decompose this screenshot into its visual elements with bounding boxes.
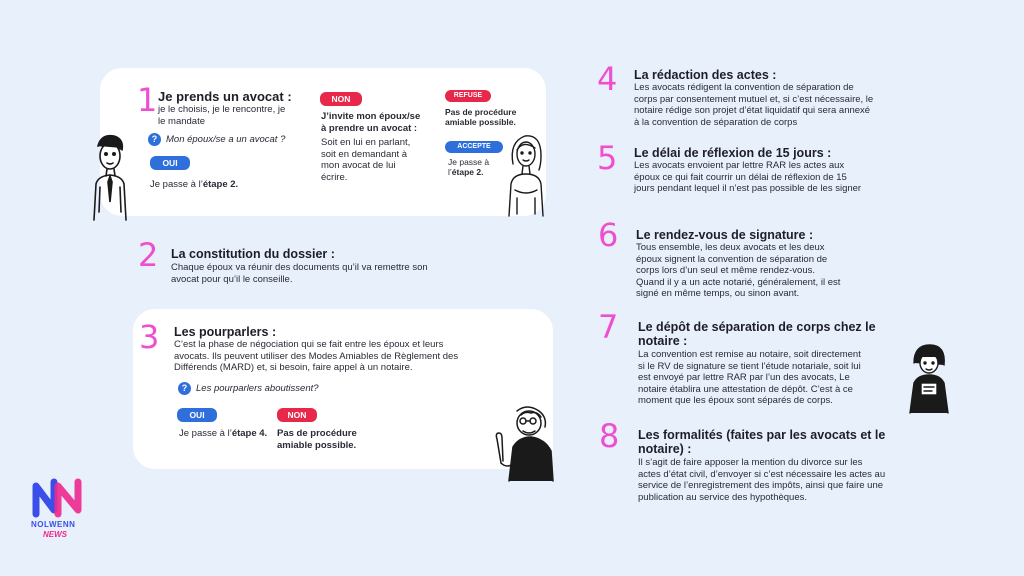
step1-non-text: Soit en lui en parlant, soit en demandant à mon avocat de lui écrire.	[321, 137, 411, 183]
step1-accepte-text: Je passe à l’étape 2.	[448, 157, 490, 178]
step4-text: Les avocats rédigent la convention de séparation de corps par consentement mutuel et, si c’est nécessaire, le notaire rédige son projet d’état liquidatif qui sera annexé à la convention de séparation de corps	[634, 82, 874, 128]
step8-number: 8	[599, 417, 620, 455]
step3-number: 3	[139, 318, 160, 356]
logo-line1: NOLWENN	[31, 520, 76, 529]
step1-non-bold: J’invite mon époux/se à prendre un avocat :	[321, 111, 421, 134]
nolwenn-news-logo-icon	[30, 478, 86, 518]
step7-text: La convention est remise au notaire, soit directement si le RV de signature se tient l’étude notariale, soit lui est envoyé par lettre RAR par l’un des avocats, Le notaire établira une attestation de dépôt. C’est à ce moment que les époux sont séparés de corps.	[638, 349, 861, 407]
step3-non-text: Pas de procédure amiable possible.	[277, 428, 357, 451]
step6-title: Le rendez-vous de signature :	[636, 228, 814, 242]
woman-sketch-illustration	[503, 130, 549, 218]
step1-number: 1	[137, 81, 158, 119]
step3-title: Les pourparlers :	[174, 325, 277, 339]
step1-text: je le choisis, je le rencontre, je le mandate	[158, 104, 286, 127]
step7-title: Le dépôt de séparation de corps chez le notaire :	[638, 320, 876, 349]
step1-non-badge: NON	[320, 92, 362, 106]
step2-text: Chaque époux va réunir des documents qu’il va remettre son avocat pour qu’il le conseille.	[171, 262, 428, 285]
step2-number: 2	[138, 236, 159, 274]
step3-oui-badge: OUI	[177, 408, 217, 422]
man-sketch-illustration	[86, 132, 136, 222]
step8-title: Les formalités (faites par les avocats et le notaire) :	[638, 428, 886, 457]
step2-title: La constitution du dossier :	[171, 247, 335, 261]
step3-text: C’est la phase de négociation qui se fait entre les époux et leurs avocats. Ils peuvent utiliser des Modes Amiables de Règlement des Différends (MARD) et, si besoin, faire appel à un notaire.	[174, 339, 459, 374]
woman-writing-sketch-illustration	[904, 343, 954, 415]
step7-number: 7	[598, 308, 619, 346]
step5-number: 5	[597, 139, 618, 177]
step6-text: Tous ensemble, les deux avocats et les deux époux signent la convention de séparation de corps lors d’un seul et même rendez-vous. Quand il y a un acte notarié, généralement, il est signé en même temps, ou sinon avant.	[636, 242, 841, 300]
step1-title: Je prends un avocat :	[158, 89, 292, 104]
logo-line2: NEWS	[43, 530, 67, 539]
step3-oui-text: Je passe à l’étape 4.	[179, 428, 268, 439]
step4-number: 4	[597, 60, 618, 98]
question-icon: ?	[148, 133, 161, 146]
step8-text: Il s’agit de faire apposer la mention du divorce sur les actes d’état civil, d’envoyer si c’est nécessaire les actes au service de l’enregistrement des impôts, ainsi que faire une publication au service des hypothèques.	[638, 457, 886, 503]
step3-non-badge: NON	[277, 408, 317, 422]
step1-accepte-badge: ACCEPTE	[445, 141, 503, 153]
step1-oui-badge: OUI	[150, 156, 190, 170]
question-icon: ?	[178, 382, 191, 395]
step4-title: La rédaction des actes :	[634, 68, 777, 82]
step1-question: Mon époux/se a un avocat ?	[166, 134, 286, 145]
old-man-sketch-illustration	[487, 403, 557, 483]
step5-title: Le délai de réflexion de 15 jours :	[634, 146, 832, 160]
step5-text: Les avocats envoient par lettre RAR les actes aux époux ce qui fait courrir un délai de réflexion de 15 jours pendant lequel il n’est pas possible de les signer	[634, 160, 862, 195]
step6-number: 6	[598, 216, 619, 254]
step3-question: Les pourparlers aboutissent?	[196, 383, 319, 394]
step1-refuse-badge: REFUSE	[445, 90, 491, 102]
step1-oui-text: Je passe à l’étape 2.	[150, 179, 239, 190]
step1-refuse-text: Pas de procédure amiable possible.	[445, 107, 517, 128]
